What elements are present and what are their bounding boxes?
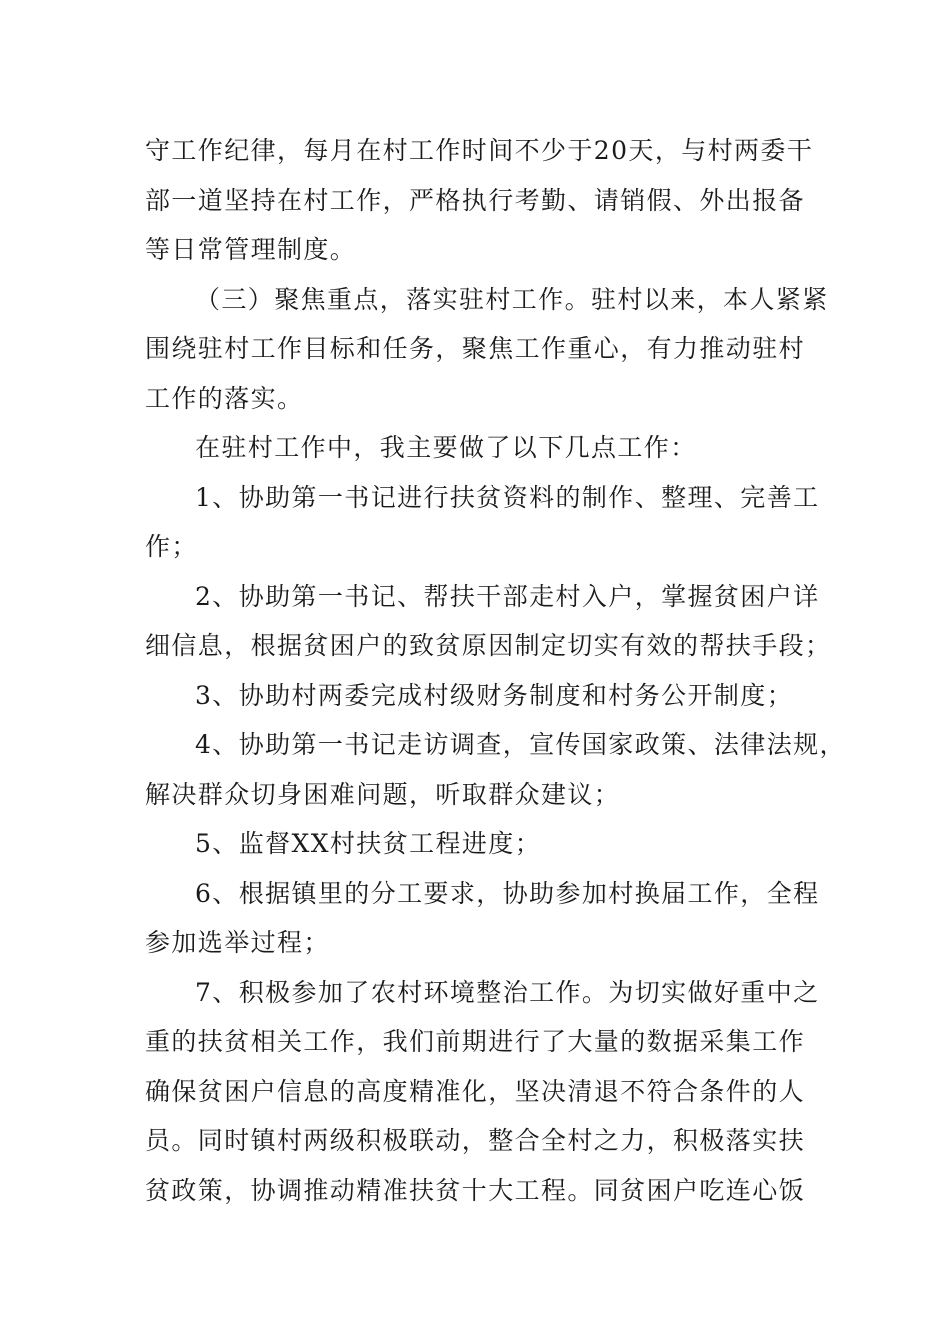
paragraph-intro-list (145, 423, 810, 473)
list-item-1 (145, 473, 820, 572)
text-line: 工作的落实。 (145, 383, 304, 413)
text-line: 围绕驻村工作目标和任务，聚焦工作重心，有力推动驻村 (145, 334, 806, 363)
list-item-4 (145, 720, 846, 819)
list-item-5 (145, 819, 810, 869)
text-line: 1、协助第一书记进行扶贫资料的制作、整理、完善工 (195, 482, 820, 512)
text-line: 重的扶贫相关工作，我们前期进行了大量的数据采集工作 (145, 1027, 806, 1056)
text-line: 在驻村工作中，我主要做了以下几点工作： (195, 433, 697, 462)
text-line: 解决群众切身困难问题，听取群众建议； (145, 779, 621, 809)
text-line: 7、积极参加了农村环境整治工作。为切实做好重中之 (195, 977, 820, 1007)
text-line: 细信息，根据贫困户的致贫原因制定切实有效的帮扶手段； (145, 631, 832, 660)
text-line: 等日常管理制度。 (145, 235, 357, 264)
list-item-7 (145, 968, 820, 1216)
text-line: 5、监督XX村扶贫工程进度； (195, 829, 542, 858)
text-line: 参加选举过程； (145, 928, 330, 957)
text-line: 3、协助村两委完成村级财务制度和村务公开制度； (195, 680, 794, 710)
document-body (145, 126, 846, 1215)
text-line: 贫政策，协调推动精准扶贫十大工程。同贫困户吃连心饭 (145, 1175, 806, 1205)
text-line: 作； (145, 532, 198, 561)
list-item-6 (145, 869, 820, 968)
text-line: 员。同时镇村两级积极联动，整合全村之力，积极落实扶 (145, 1126, 806, 1155)
paragraph-section-three (145, 275, 829, 424)
list-item-3 (145, 671, 810, 721)
paragraph-work-discipline (145, 126, 814, 275)
list-item-2 (145, 572, 832, 671)
text-line: 2、协助第一书记、帮扶干部走村入户，掌握贫困户详 (195, 581, 820, 611)
text-line: 确保贫困户信息的高度精准化，坚决清退不符合条件的人 (145, 1076, 806, 1106)
text-line: 部一道坚持在村工作，严格执行考勤、请销假、外出报备 (145, 185, 806, 215)
text-line: 4、协助第一书记走访调查，宣传国家政策、法律法规， (195, 730, 846, 759)
text-line: 6、根据镇里的分工要求，协助参加村换届工作，全程 (195, 878, 820, 908)
text-line: 守工作纪律，每月在村工作时间不少于20天，与村两委干 (145, 136, 814, 165)
text-line: （三）聚焦重点，落实驻村工作。驻村以来，本人紧紧 (195, 284, 829, 314)
